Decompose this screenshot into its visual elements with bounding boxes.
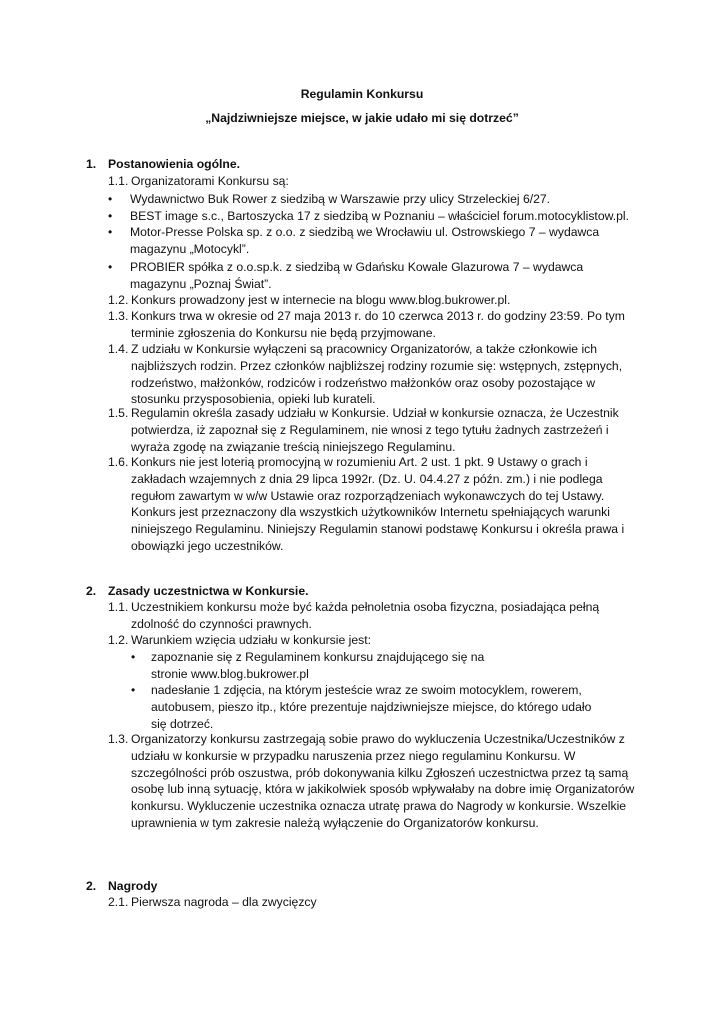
- bullet-icon: •: [108, 209, 113, 223]
- condition-item: [131, 649, 491, 683]
- organizer-item: [108, 259, 630, 293]
- section-number: 2.: [86, 879, 97, 893]
- clause-text: Konkurs nie jest loterią promocyjną w rozumieniu Art. 2 ust. 1 pkt. 9 Ustawy o grach i zakładach wzajemnych z dnia 29 lipca 1992r. (Dz. U. 04.4.27 z późn. zm.) i nie podlega regułom zawartym w w/w Ustawie oraz rozporządzeniach wykonawczych do tej Ustawy. Konkurs jest przeznaczony dla wszystkich użytkowników Internetu spełniających warunki niniejszego Regulaminu. Niniejszy Regulamin stanowi podstawę Konkursu i określa prawa i obowiązki jego uczestników.: [131, 455, 625, 553]
- clause-2-2: [108, 632, 638, 649]
- organizer-text: Motor-Presse Polska sp. z o.o. z siedzibą we Wrocławiu ul. Ostrowskiego 7 – wydawca magazynu „Motocykl”.: [130, 225, 600, 256]
- clause-number: 1.2.: [108, 293, 129, 307]
- clause-number: 1.2.: [108, 633, 129, 647]
- organizer-item: [108, 224, 628, 258]
- clause-number: 1.3.: [108, 732, 129, 746]
- bullet-icon: •: [108, 225, 113, 239]
- document-title: Regulamin Konkursu: [300, 87, 424, 101]
- clause-text: Organizatorzy konkursu zastrzegają sobie prawo do wykluczenia Uczestnika/Uczestników z udziału w konkursie w przypadku naruszenia przez niego regulaminu Konkursu. W szczególności prób oszustwa, prób dokonywania kilku Zgłoszeń uczestnictwa przez tą samą osobę lub inną sytuację, która w jakikolwiek sposób wpływałaby na dobre imię Organizatorów konkursu. Wykluczenie uczestnika oznacza utratę prawa do Nagrody w konkursie. Wszelkie uprawnienia w tym zakresie należą wyłączenie do Organizatorów konkursu.: [131, 732, 635, 830]
- bullet-icon: •: [131, 650, 136, 664]
- clause-text: Warunkiem wzięcia udziału w konkursie jest:: [131, 633, 372, 647]
- clause-1-1: [108, 173, 638, 190]
- section-heading-general: [86, 156, 240, 173]
- clause-number: 1.6.: [108, 455, 129, 469]
- condition-text: nadesłanie 1 zdjęcia, na którym jesteście wraz ze swoim motocyklem, rowerem, autobusem, pieszo itp., które prezentuje najdziwniejsze miejsce, do którego udało się dotrzeć.: [151, 683, 592, 731]
- clause-text: Organizatorami Konkursu są:: [131, 174, 289, 188]
- section-heading-participation: [86, 583, 308, 600]
- clause-1-5: [108, 405, 630, 455]
- organizer-text: PROBIER spółka z o.o.sp.k. z siedzibą w Gdańsku Kowale Glazurowa 7 – wydawca magazynu „Poznaj Świat”.: [130, 260, 584, 291]
- clause-1-4: [108, 341, 636, 408]
- document-subtitle: „Najdziwniejsze miejsce, w jakie udało mi się dotrzeć”: [205, 111, 519, 125]
- clause-text: Konkurs prowadzony jest w internecie na blogu www.blog.bukrower.pl.: [131, 293, 511, 307]
- section-title: Zasady uczestnictwa w Konkursie.: [108, 584, 309, 598]
- bullet-icon: •: [131, 683, 136, 697]
- section-title: Nagrody: [108, 879, 158, 893]
- clause-text: Regulamin określa zasady udziału w Konkursie. Udział w konkursie oznacza, że Uczestnik potwierdza, iż zapoznał się z Regulaminem, nie wnosi z tego tytułu żadnych zastrzeżeń i wyraża zgodę na związanie treścią niniejszego Regulaminu.: [131, 406, 619, 454]
- clause-number: 1.4.: [108, 342, 129, 356]
- condition-text: zapoznanie się z Regulaminem konkursu znajdującego się na stronie www.blog.bukrower.pl: [151, 650, 485, 681]
- clause-text: Pierwsza nagroda – dla zwycięzcy: [131, 895, 317, 909]
- clause-number: 1.3.: [108, 309, 129, 323]
- section-number: 2.: [86, 584, 97, 598]
- clause-prize-1: [108, 894, 638, 911]
- clause-1-3: [108, 308, 638, 342]
- bullet-icon: •: [108, 192, 113, 206]
- bullet-icon: •: [108, 260, 113, 274]
- organizer-text: Wydawnictwo Buk Rower z siedzibą w Warszawie przy ulicy Strzeleckiej 6/27.: [130, 192, 551, 206]
- clause-number: 1.1.: [108, 174, 129, 188]
- clause-text: Z udziału w Konkursie wyłączeni są pracownicy Organizatorów, a także członkowie ich najbliższych rodzin. Przez członków najbliższej rodziny rozumie się: wstępnych, zstępnych, rodzeństwo, małżonków, rodziców i rodzeństwo małżonków oraz osoby pozostające w stosunku przysposobienia, opieki lub kurateli.: [131, 342, 623, 407]
- clause-number: 1.5.: [108, 406, 129, 420]
- clause-text: Uczestnikiem konkursu może być każda pełnoletnia osoba fizyczna, posiadająca pełną zdolność do czynności prawnych.: [131, 600, 600, 631]
- clause-1-2: [108, 292, 638, 309]
- organizer-text: BEST image s.c., Bartoszycka 17 z siedzibą w Poznaniu – właściciel forum.motocyklistow.pl.: [130, 209, 629, 223]
- section-title: Postanowienia ogólne.: [108, 157, 241, 171]
- organizer-item: [108, 208, 638, 225]
- clause-text: Konkurs trwa w okresie od 27 maja 2013 r. do 10 czerwca 2013 r. do godziny 23:59. Po tym terminie zgłoszenia do Konkursu nie będą przyjmowane.: [131, 309, 625, 340]
- organizer-item: [108, 191, 638, 208]
- clause-number: 2.1.: [108, 895, 129, 909]
- section-heading-prizes: [86, 878, 157, 895]
- clause-2-3: [108, 731, 638, 832]
- clause-1-6: [108, 454, 636, 555]
- clause-number: 1.1.: [108, 600, 129, 614]
- section-number: 1.: [86, 157, 97, 171]
- clause-2-1: [108, 599, 628, 633]
- condition-item: [131, 682, 606, 732]
